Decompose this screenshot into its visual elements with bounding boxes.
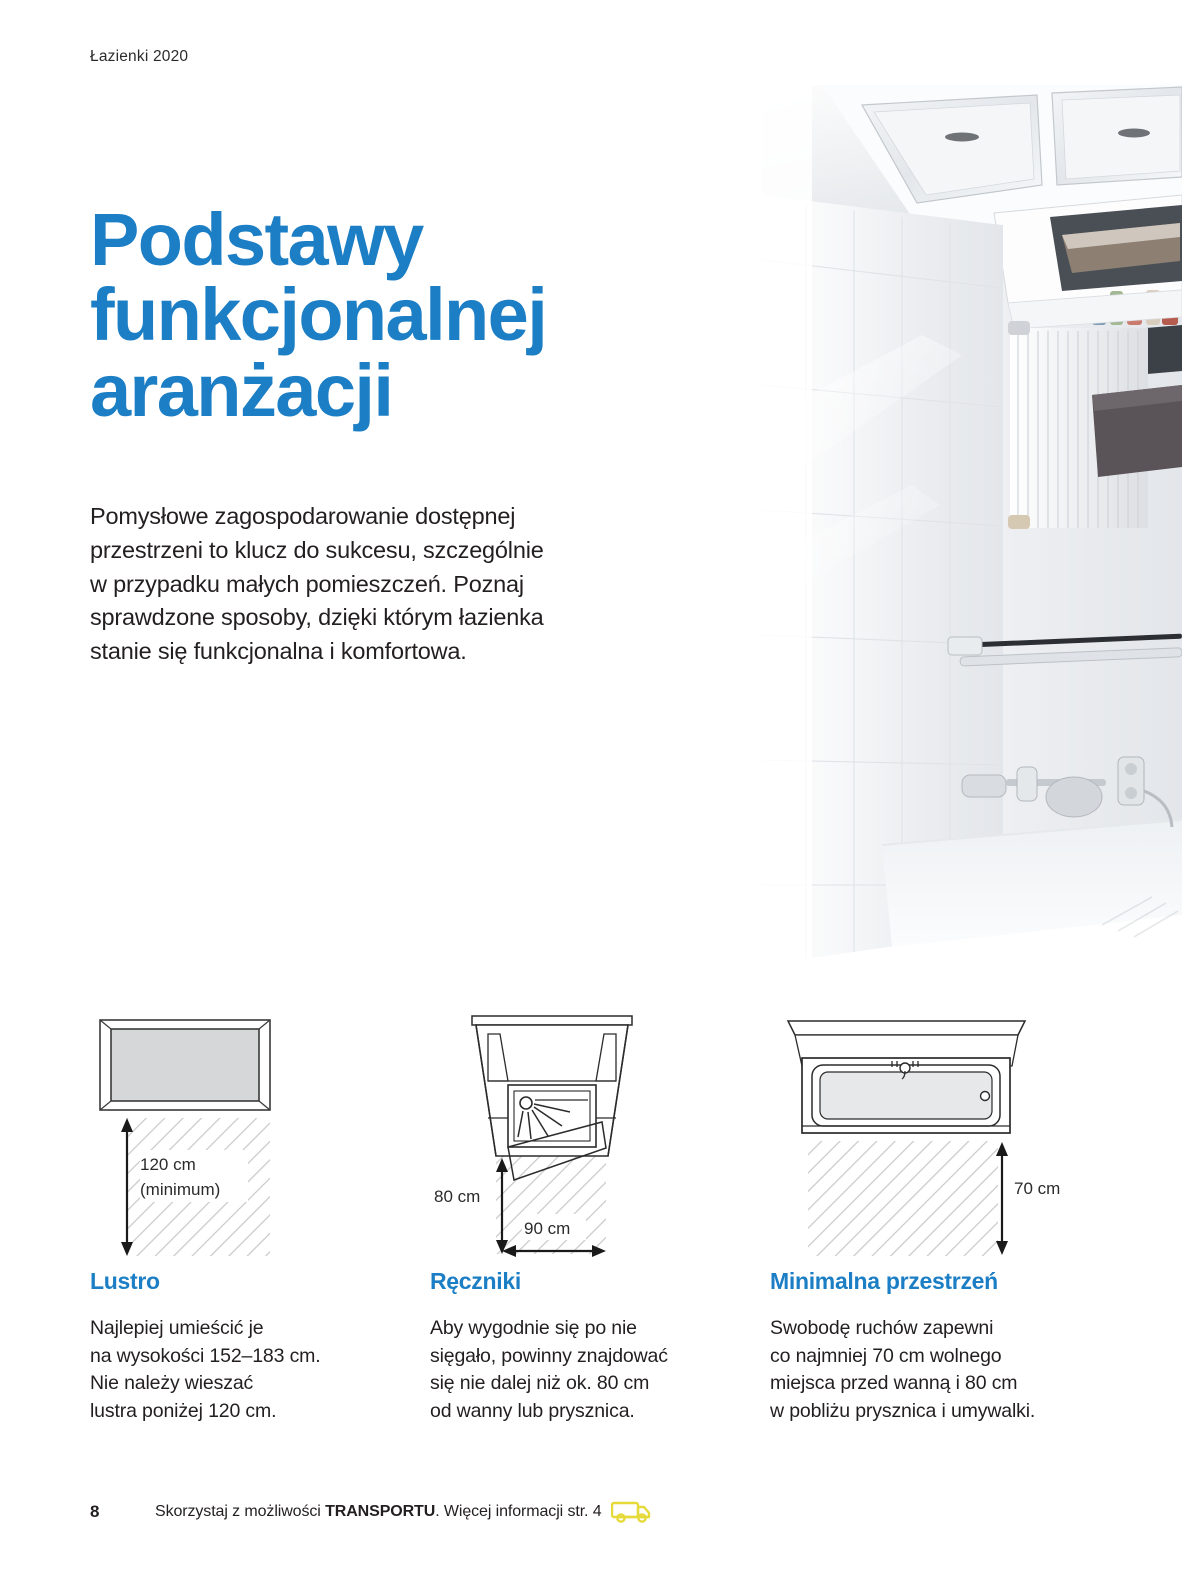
tip-body-mirror-line-3: Nie należy wieszać [90, 1372, 254, 1395]
footer-promo-text [155, 1503, 602, 1521]
tip-body-mirror [90, 1315, 430, 1426]
tip-body-minimal-space-line-3: miejsca przed wanną i 80 cm [770, 1372, 1018, 1395]
footer-text-after: . Więcej informacji str. 4 [435, 1503, 602, 1520]
lead-line-3: w przypadku małych pomieszczeń. Poznaj [90, 570, 524, 597]
page-title [90, 197, 750, 432]
page-title-line-3: aranżacji [90, 348, 393, 432]
lead-line-4: sprawdzone sposoby, dzięki którym łazienka [90, 604, 544, 631]
tip-column-mirror [90, 1008, 430, 1426]
page-title-line-2: funkcjonalnej [90, 273, 547, 357]
shower-dim-label-vertical: 80 cm [434, 1187, 481, 1206]
lead-line-2: przestrzeni to klucz do sukcesu, szczególnie [90, 536, 544, 563]
tip-column-minimal-space [770, 1008, 1110, 1426]
mirror-diagram [90, 1008, 430, 1258]
truck-icon [611, 1497, 653, 1527]
tip-body-towels-line-1: Aby wygodnie się po nie [430, 1317, 637, 1339]
lead-line-5: stanie się funkcjonalna i komfortowa. [90, 638, 467, 665]
shower-diagram [430, 1008, 770, 1258]
tip-column-towels [430, 1008, 770, 1426]
tip-body-towels [430, 1315, 770, 1426]
tip-title-towels: Ręczniki [430, 1268, 521, 1294]
bathtub-dim-label-vertical: 70 cm [1014, 1179, 1061, 1198]
mirror-dim-label-line-1: 120 cm [140, 1155, 196, 1174]
tips-columns [90, 1008, 1110, 1426]
bathtub-diagram [770, 1008, 1110, 1258]
tip-body-mirror-line-2: na wysokości 152–183 cm. [90, 1344, 321, 1367]
tip-body-towels-line-4: od wanny lub prysznica. [430, 1400, 635, 1423]
tip-body-minimal-space [770, 1315, 1110, 1426]
footer-text-before: Skorzystaj z możliwości [155, 1503, 326, 1520]
page-title-line-1: Podstawy [90, 197, 423, 281]
tip-title-minimal-space: Minimalna przestrzeń [770, 1268, 998, 1294]
page-footer [90, 1497, 1110, 1527]
tip-body-minimal-space-line-1: Swobodę ruchów zapewni [770, 1317, 994, 1339]
page-number: 8 [90, 1502, 100, 1521]
tip-body-minimal-space-line-4: w pobliżu prysznica i umywalki. [770, 1400, 1036, 1423]
lead-line-1: Pomysłowe zagospodarowanie dostępnej [90, 503, 516, 529]
tip-title-mirror: Lustro [90, 1268, 160, 1294]
mirror-dim-label-line-2: (minimum) [140, 1180, 221, 1199]
shower-dim-label-horizontal: 90 cm [524, 1219, 571, 1238]
tip-body-towels-line-2: sięgało, powinny znajdować [430, 1344, 668, 1367]
footer-text-bold: TRANSPORTU [325, 1503, 436, 1520]
tip-body-minimal-space-line-2: co najmniej 70 cm wolnego [770, 1344, 1002, 1367]
hero-photo [762, 85, 1182, 985]
bathroom-photo-illustration [762, 85, 1182, 985]
tip-body-towels-line-3: się nie dalej niż ok. 80 cm [430, 1372, 650, 1395]
running-head: Łazienki 2020 [90, 48, 189, 65]
lead-paragraph [90, 500, 700, 669]
tip-body-mirror-line-1: Najlepiej umieścić je [90, 1317, 264, 1339]
tip-body-mirror-line-4: lustra poniżej 120 cm. [90, 1400, 277, 1423]
